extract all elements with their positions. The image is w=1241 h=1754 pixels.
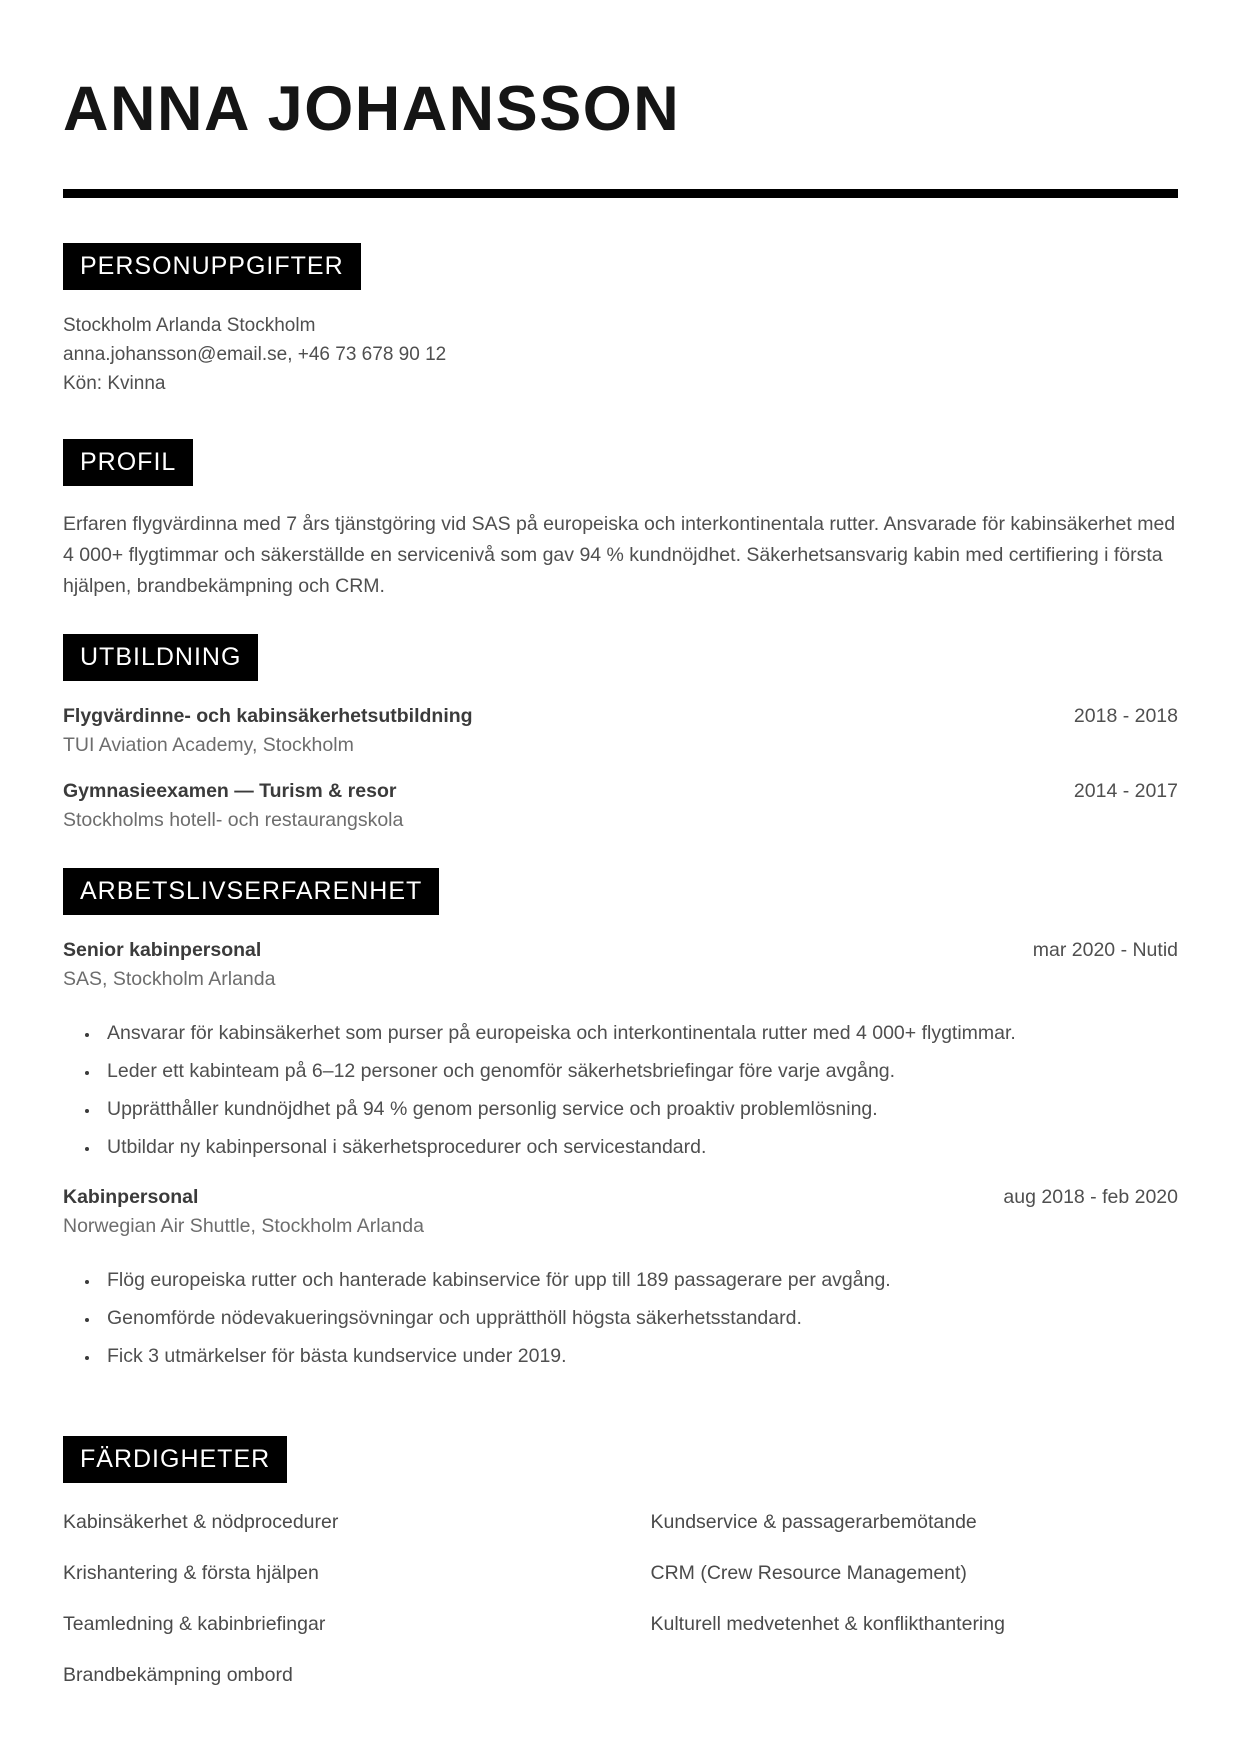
experience-bullet: • Leder ett kabinteam på 6–12 personer och genomför säkerhetsbriefingar före varje avgång. bbox=[100, 1056, 1178, 1087]
skill-item: Kabinsäkerhet & nödprocedurer bbox=[63, 1511, 339, 1534]
skill-item: CRM (Crew Resource Management) bbox=[650, 1562, 967, 1585]
profile-summary: Erfaren flygvärdinna med 7 års tjänstgöring vid SAS på europeiska och interkontinentala rutter. Ansvarade för kabinsäkerhet med 4 000+ flygtimmar och säkerställde en servicenivå som gav 94 % kundnöjdhet. Säkerhetsansvarig kabin med certifiering i första hjälpen, brandbekämpning och CRM. bbox=[63, 513, 1176, 598]
experience-bullet: • Ansvarar för kabinsäkerhet som purser på europeiska och interkontinentala rutter med 4 000+ flygtimmar. bbox=[100, 1018, 1178, 1049]
skills-column-left bbox=[63, 1511, 591, 1715]
contact-gender: Kön: Kvinna bbox=[63, 373, 166, 395]
experience-bullet: • Flög europeiska rutter och hanterade kabinservice för upp till 189 passagerare per avgång. bbox=[100, 1265, 1178, 1296]
section-title-skills: FÄRDIGHETER bbox=[63, 1436, 287, 1483]
candidate-name: ANNA JOHANSSON bbox=[63, 74, 681, 144]
skill-item: Krishantering & första hjälpen bbox=[63, 1562, 319, 1585]
experience-bullet: • Fick 3 utmärkelser för bästa kundservice under 2019. bbox=[100, 1341, 1178, 1372]
education-degree: Gymnasieexamen — Turism & resor bbox=[63, 780, 397, 803]
section-title-education: UTBILDNING bbox=[63, 634, 258, 681]
section-title-experience: ARBETSLIVSERFARENHET bbox=[63, 868, 439, 915]
experience-company: Norwegian Air Shuttle, Stockholm Arlanda bbox=[63, 1215, 424, 1238]
experience-role: Senior kabinpersonal bbox=[63, 939, 262, 962]
education-school: TUI Aviation Academy, Stockholm bbox=[63, 734, 354, 757]
header-divider bbox=[63, 189, 1178, 198]
skills-column-right bbox=[651, 1511, 1179, 1715]
skills-grid bbox=[63, 1511, 1178, 1715]
contact-email-phone: anna.johansson@email.se, +46 73 678 90 12 bbox=[63, 344, 447, 366]
experience-dates: aug 2018 - feb 2020 bbox=[1003, 1186, 1178, 1209]
experience-entry bbox=[63, 1186, 1178, 1372]
experience-bullet: • Genomförde nödevakueringsövningar och upprätthöll högsta säkerhetsstandard. bbox=[100, 1303, 1178, 1334]
experience-dates: mar 2020 - Nutid bbox=[1032, 939, 1178, 962]
experience-entry bbox=[63, 939, 1178, 1163]
experience-bullet-list bbox=[63, 1265, 1178, 1372]
experience-role: Kabinpersonal bbox=[63, 1186, 199, 1209]
education-dates: 2014 - 2017 bbox=[1073, 780, 1178, 803]
experience-bullet: • Upprätthåller kundnöjdhet på 94 % genom personlig service och proaktiv problemlösning. bbox=[100, 1094, 1178, 1125]
education-entry bbox=[63, 780, 1178, 832]
experience-bullet-list bbox=[63, 1018, 1178, 1163]
education-school: Stockholms hotell- och restaurangskola bbox=[63, 809, 404, 832]
education-dates: 2018 - 2018 bbox=[1073, 705, 1178, 728]
skill-item: Brandbekämpning ombord bbox=[63, 1664, 293, 1687]
skill-item: Kundservice & passagerarbemötande bbox=[650, 1511, 977, 1534]
skill-item: Teamledning & kabinbriefingar bbox=[63, 1613, 326, 1636]
experience-company: SAS, Stockholm Arlanda bbox=[63, 968, 276, 991]
skill-item: Kulturell medvetenhet & konflikthantering bbox=[650, 1613, 1005, 1636]
contact-location: Stockholm Arlanda Stockholm bbox=[63, 315, 316, 337]
experience-bullet: • Utbildar ny kabinpersonal i säkerhetsprocedurer och servicestandard. bbox=[100, 1132, 1178, 1163]
education-degree: Flygvärdinne- och kabinsäkerhetsutbildning bbox=[63, 705, 473, 728]
contact-block bbox=[63, 311, 1178, 398]
education-entry bbox=[63, 705, 1178, 757]
section-title-profile: PROFIL bbox=[63, 439, 193, 486]
section-title-personal: PERSONUPPGIFTER bbox=[63, 243, 361, 290]
